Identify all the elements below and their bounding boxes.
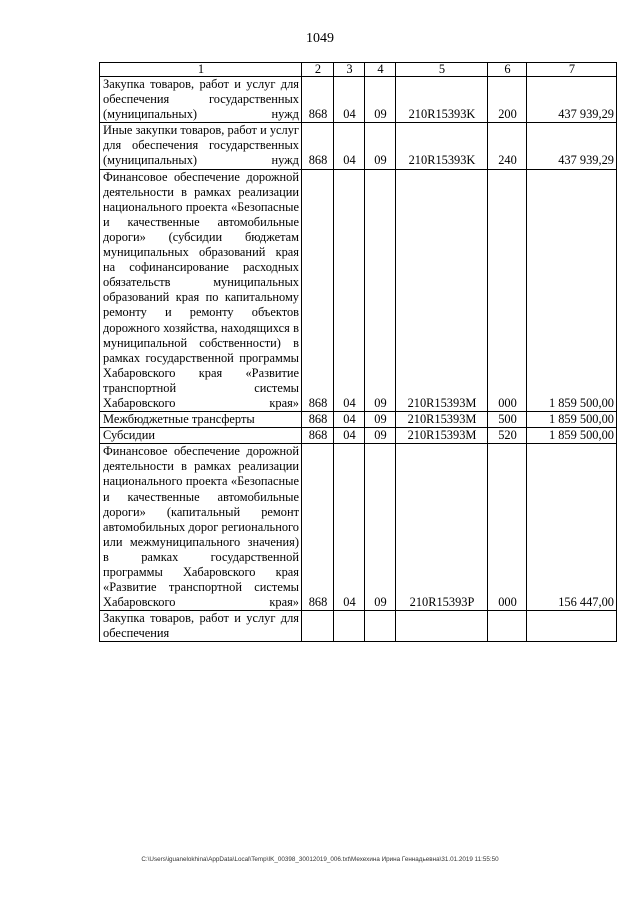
- row-pr: 09: [365, 123, 396, 169]
- row-sum: 437 939,29: [527, 77, 617, 123]
- row-name: Межбюджетные трансферты: [100, 412, 302, 428]
- table-row: [100, 123, 617, 169]
- row-rz: 04: [334, 123, 365, 169]
- row-gr: 868: [302, 412, 334, 428]
- row-rz: [334, 611, 365, 642]
- row-pr: [365, 611, 396, 642]
- col-header-4: 4: [365, 63, 396, 77]
- table-row: [100, 169, 617, 412]
- row-vr: 200: [488, 77, 527, 123]
- row-sum: [527, 611, 617, 642]
- row-rz: 04: [334, 444, 365, 611]
- row-name: Иные закупки товаров, работ и услуг для обеспечения государственных (муниципальных) нужд: [100, 123, 302, 169]
- document-footer-path: C:\Users\iguanelokhina\AppData\Local\Temp\IK_00398_30012019_006.txt\Мехехина Ирина Геннадьевна\31.01.2019 11:55:50: [141, 856, 499, 863]
- row-vr: 500: [488, 412, 527, 428]
- col-header-7: 7: [527, 63, 617, 77]
- row-csr: 210R15393K: [396, 77, 488, 123]
- row-name: Финансовое обеспечение дорожной деятельности в рамках реализации национального проекта «Безопасные и качественные автомобильные дороги» (субсидии бюджетам муниципальных образований края на софинансирование расходных обязательств муниципальных образований края по капитальному ремонту и ремонту объектов дорожного хозяйства, находящихся в муниципальной собственности) в рамках государственной программы Хабаровского края «Развитие транспортной системы Хабаровского края»: [100, 169, 302, 412]
- table-row: [100, 77, 617, 123]
- row-name: Финансовое обеспечение дорожной деятельности в рамках реализации национального проекта «Безопасные и качественные автомобильные дороги» (капитальный ремонт автомобильных дорог регионального или межмуниципального значения) в рамках государственной программы Хабаровского края «Развитие транспортной системы Хабаровского края»: [100, 444, 302, 611]
- table-row: [100, 428, 617, 444]
- row-vr: 240: [488, 123, 527, 169]
- row-sum: 437 939,29: [527, 123, 617, 169]
- table-row: [100, 444, 617, 611]
- col-header-6: 6: [488, 63, 527, 77]
- row-gr: 868: [302, 169, 334, 412]
- row-csr: 210R15393M: [396, 169, 488, 412]
- row-sum: 1 859 500,00: [527, 169, 617, 412]
- row-csr: 210R15393M: [396, 412, 488, 428]
- row-csr: 210R15393P: [396, 444, 488, 611]
- row-vr: 000: [488, 444, 527, 611]
- row-name: Закупка товаров, работ и услуг для обеспечения: [100, 611, 302, 642]
- row-vr: [488, 611, 527, 642]
- row-vr: 520: [488, 428, 527, 444]
- page-number: 1049: [306, 31, 334, 46]
- table-header-row: [100, 63, 617, 77]
- budget-table: [99, 62, 617, 642]
- table-row: [100, 412, 617, 428]
- row-gr: 868: [302, 123, 334, 169]
- row-gr: 868: [302, 444, 334, 611]
- row-csr: [396, 611, 488, 642]
- col-header-5: 5: [396, 63, 488, 77]
- col-header-2: 2: [302, 63, 334, 77]
- row-rz: 04: [334, 412, 365, 428]
- row-name: Закупка товаров, работ и услуг для обеспечения государственных (муниципальных) нужд: [100, 77, 302, 123]
- row-pr: 09: [365, 169, 396, 412]
- row-sum: 156 447,00: [527, 444, 617, 611]
- row-vr: 000: [488, 169, 527, 412]
- row-gr: 868: [302, 428, 334, 444]
- col-header-1: 1: [100, 63, 302, 77]
- row-gr: 868: [302, 77, 334, 123]
- row-rz: 04: [334, 77, 365, 123]
- row-gr: [302, 611, 334, 642]
- row-csr: 210R15393M: [396, 428, 488, 444]
- table-row: [100, 611, 617, 642]
- row-pr: 09: [365, 412, 396, 428]
- row-csr: 210R15393K: [396, 123, 488, 169]
- row-rz: 04: [334, 428, 365, 444]
- row-rz: 04: [334, 169, 365, 412]
- row-pr: 09: [365, 444, 396, 611]
- row-pr: 09: [365, 77, 396, 123]
- row-sum: 1 859 500,00: [527, 412, 617, 428]
- row-name: Субсидии: [100, 428, 302, 444]
- row-pr: 09: [365, 428, 396, 444]
- row-sum: 1 859 500,00: [527, 428, 617, 444]
- col-header-3: 3: [334, 63, 365, 77]
